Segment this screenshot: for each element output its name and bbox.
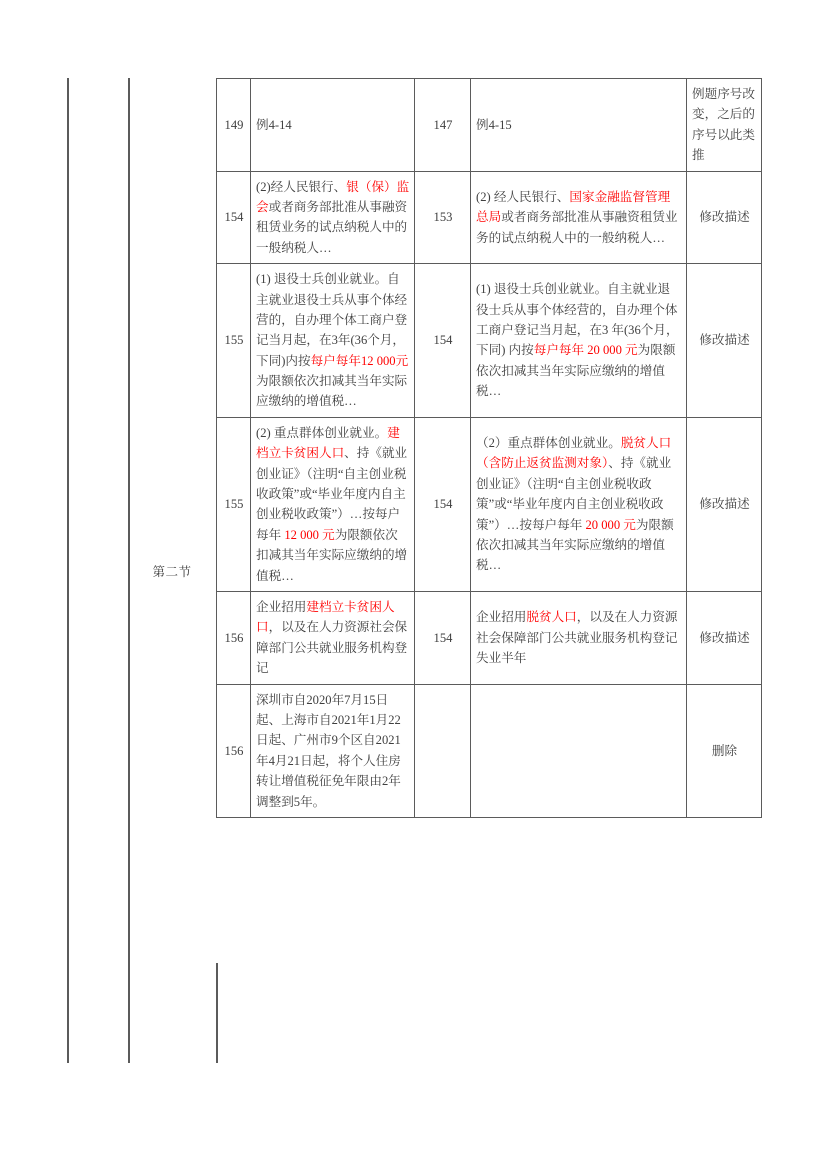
plain-text: （2）重点群体创业就业。 xyxy=(476,436,621,451)
plain-text: ，以及在人力资源社会保障部门公共就业服务机构登记失业半年 xyxy=(476,610,678,665)
highlighted-text: 每户每年 20 000 元 xyxy=(533,343,638,358)
plain-text: 为限额依次扣减其当年实际应缴纳的增值税… xyxy=(476,517,674,573)
plain-text: 或者商务部批准从事融资租赁业务的试点纳税人中的一般纳税人… xyxy=(476,210,678,245)
change-remark-cell: 修改描述 xyxy=(687,591,762,684)
plain-text: 为限额依次扣减其当年实际应缴纳的增值税… xyxy=(256,527,408,583)
plain-text: 或者商务部批准从事融资租赁业务的试点纳税人中的一般纳税人… xyxy=(256,199,408,255)
new-page-number: 154 xyxy=(415,417,471,591)
change-remark-cell: 修改描述 xyxy=(687,417,762,591)
plain-text: 企业招用 xyxy=(476,610,527,625)
old-content-cell xyxy=(251,171,415,264)
plain-text: (1) 退役士兵创业就业。自主就业退役士兵从事个体经营的，自办理个体工商户登记当月起，在3 年(36个月，下同) 内按 xyxy=(476,282,679,358)
plain-text: 为限额依次扣减其当年实际应缴纳的增值税… xyxy=(256,374,408,409)
plain-text: 、持《就业创业证》（注明“自主创业税收政策”或“毕业年度内自主创业税收政策”）…按每户每年 xyxy=(476,456,672,532)
old-page-number: 149 xyxy=(217,79,251,172)
highlighted-text: 建档立卡贫困人口 xyxy=(256,599,395,635)
plain-text: 例4-14 xyxy=(256,117,292,132)
plain-text: 深圳市自2020年7月15日起、上海市自2021年1月22日起、广州市9个区自2021年4月21日起，将个人住房转让增值税征免年限由2年调整到5年。 xyxy=(256,692,401,809)
old-page-number: 155 xyxy=(217,264,251,418)
table-row xyxy=(217,79,762,172)
change-remark-cell: 修改描述 xyxy=(687,171,762,264)
old-page-number: 154 xyxy=(217,171,251,264)
old-content-cell xyxy=(251,591,415,684)
new-page-number: 154 xyxy=(415,591,471,684)
new-content-cell xyxy=(471,79,687,172)
new-content-cell xyxy=(471,264,687,418)
new-content-cell xyxy=(471,684,687,817)
section-label: 第二节 xyxy=(152,564,192,579)
old-content-cell xyxy=(251,79,415,172)
highlighted-text: 银（保）监会 xyxy=(256,179,410,214)
old-page-number: 156 xyxy=(217,684,251,817)
plain-text: (2)经人民银行、 xyxy=(256,179,347,194)
change-remark-cell: 删除 xyxy=(687,684,762,817)
plain-text: (2) 重点群体创业就业。 xyxy=(256,425,388,440)
plain-text: 、持《就业创业证》（注明“自主创业税收政策”或“毕业年度内自主创业税收政策”）…按每户每年 xyxy=(256,446,408,542)
plain-text: 为限额依次扣减其当年实际应缴纳的增值税… xyxy=(476,343,676,399)
old-page-number: 155 xyxy=(217,417,251,591)
highlighted-text: 12 000 元 xyxy=(284,527,335,542)
old-content-cell xyxy=(251,417,415,591)
table-row xyxy=(217,591,762,684)
comparison-table xyxy=(216,78,762,818)
plain-text: 例4-15 xyxy=(476,117,512,132)
highlighted-text: 国家金融监督管理总局 xyxy=(476,189,671,225)
highlighted-text: 20 000 元 xyxy=(585,517,636,532)
new-page-number: 153 xyxy=(415,171,471,264)
new-page-number xyxy=(415,684,471,817)
new-page-number: 147 xyxy=(415,79,471,172)
highlighted-text: 脱贫人口 xyxy=(526,610,577,625)
new-content-cell xyxy=(471,591,687,684)
plain-text: ，以及在人力资源社会保障部门公共就业服务机构登记 xyxy=(256,620,408,676)
highlighted-text: 脱贫人口（含防止返贫监测对象） xyxy=(476,436,672,471)
table-row xyxy=(217,264,762,418)
change-remark-cell: 修改描述 xyxy=(687,264,762,418)
plain-text: (2) 经人民银行、 xyxy=(476,189,570,204)
old-content-cell xyxy=(251,264,415,418)
new-content-cell xyxy=(471,417,687,591)
old-content-cell xyxy=(251,684,415,817)
table-row xyxy=(217,417,762,591)
highlighted-text: 建档立卡贫困人口 xyxy=(256,425,400,461)
comparison-table-body xyxy=(217,79,762,818)
highlighted-text: 每户每年12 000元 xyxy=(310,353,409,368)
plain-text: 企业招用 xyxy=(256,599,307,614)
comparison-table-wrapper xyxy=(216,78,762,818)
left-margin-rule-outer xyxy=(67,78,69,1063)
new-content-cell xyxy=(471,171,687,264)
table-row xyxy=(217,684,762,817)
old-page-number: 156 xyxy=(217,591,251,684)
table-tail-rule xyxy=(216,963,218,1063)
plain-text: (1) 退役士兵创业就业。自主就业退役士兵从事个体经营的，自办理个体工商户登记当月起，在3年(36个月，下同)内按 xyxy=(256,272,408,368)
new-page-number: 154 xyxy=(415,264,471,418)
change-remark-cell: 例题序号改变，之后的序号以此类推 xyxy=(687,79,762,172)
table-row xyxy=(217,171,762,264)
